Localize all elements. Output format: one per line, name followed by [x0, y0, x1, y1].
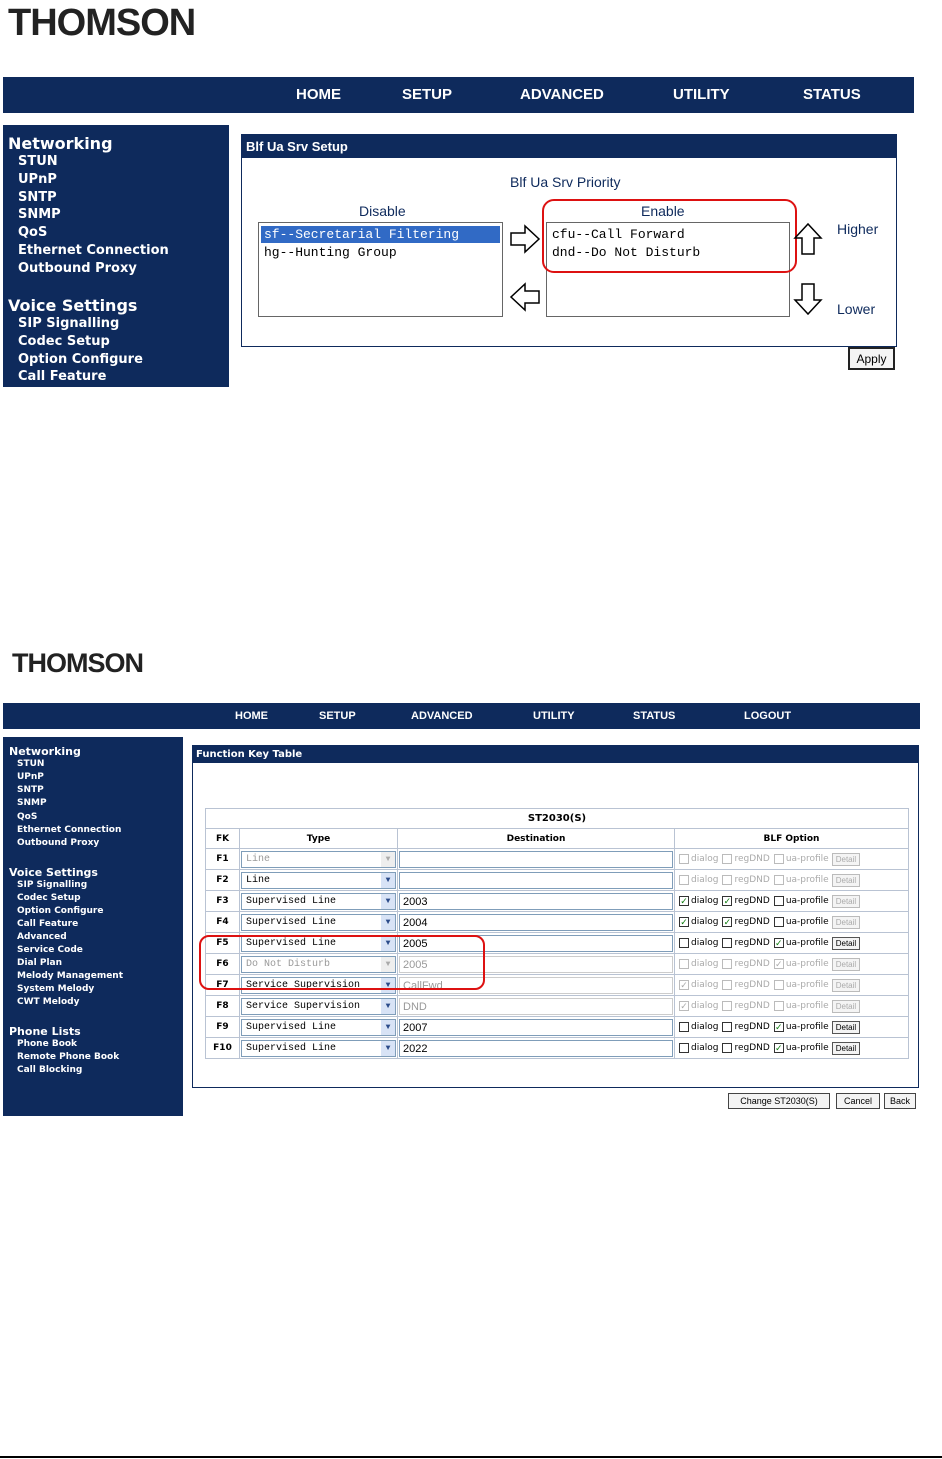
type-select[interactable] [241, 893, 396, 910]
sidebar-item-ethernet[interactable]: Ethernet Connection [18, 243, 169, 258]
disable-listbox[interactable] [258, 222, 503, 317]
regdnd-checkbox[interactable] [722, 1043, 732, 1053]
chevron-down-icon[interactable]: ▼ [381, 894, 395, 909]
detail-button[interactable]: Detail [832, 1021, 860, 1034]
destination-input[interactable]: 2004 [399, 914, 673, 931]
type-value: Service Supervision [246, 1000, 361, 1012]
dialog-label: dialog [691, 980, 719, 990]
move-left-arrow-icon[interactable] [509, 282, 541, 312]
disable-option[interactable]: hg--Hunting Group [264, 245, 397, 260]
sidebar-item-sntp[interactable]: SNTP [17, 785, 44, 795]
sidebar-item-cwt-melody[interactable]: CWT Melody [17, 997, 80, 1007]
sidebar-item-dial-plan[interactable]: Dial Plan [17, 958, 63, 968]
fk-label: F1 [206, 849, 240, 870]
regdnd-label: regDND [734, 917, 770, 927]
detail-button[interactable]: Detail [832, 979, 860, 992]
ua-profile-label: ua-profile [785, 896, 829, 906]
regdnd-checkbox[interactable] [722, 875, 732, 885]
table-title: ST2030(S) [206, 809, 909, 829]
sidebar-item-system-melody[interactable]: System Melody [17, 984, 95, 994]
lower-label: Lower [837, 301, 876, 317]
regdnd-label: regDND [734, 875, 770, 885]
thomson-logo: THOMSON [12, 648, 143, 678]
regdnd-label: regDND [734, 1022, 770, 1032]
ua-profile-checkbox[interactable] [774, 875, 784, 885]
type-value: Supervised Line [246, 916, 337, 928]
sidebar-item-outbound-proxy[interactable]: Outbound Proxy [18, 261, 137, 276]
nav-advanced[interactable]: ADVANCED [411, 710, 473, 722]
sidebar-item-service-code[interactable]: Service Code [17, 945, 83, 955]
ua-profile-label: ua-profile [785, 1043, 829, 1053]
priority-title: Blf Ua Srv Priority [510, 174, 621, 190]
move-up-arrow-icon[interactable] [793, 222, 823, 256]
sidebar-item-snmp[interactable]: SNMP [17, 798, 47, 808]
type-value: Supervised Line [246, 895, 337, 907]
destination-input[interactable]: 2003 [399, 893, 673, 910]
regdnd-checkbox[interactable] [722, 980, 732, 990]
dialog-label: dialog [691, 1022, 719, 1032]
col-blf-option: BLF Option [675, 829, 909, 849]
type-value: Do Not Disturb [246, 958, 331, 970]
ua-profile-checkbox[interactable]: ✓ [775, 939, 783, 949]
nav-setup[interactable]: SETUP [319, 710, 356, 722]
back-button[interactable]: Back [884, 1093, 916, 1109]
ua-profile-checkbox[interactable] [774, 854, 784, 864]
sidebar-item-option[interactable]: Option Configure [17, 906, 104, 916]
dialog-checkbox[interactable]: ✓ [680, 1002, 688, 1012]
sidebar-item-ethernet[interactable]: Ethernet Connection [17, 825, 122, 835]
dialog-label: dialog [691, 959, 719, 969]
enable-option[interactable]: dnd--Do Not Disturb [552, 245, 701, 260]
sidebar-item-sip[interactable]: SIP Signalling [18, 316, 120, 331]
fk-label: F10 [206, 1038, 240, 1059]
chevron-down-icon[interactable]: ▼ [381, 957, 395, 972]
fk-label: F7 [206, 975, 240, 996]
ua-profile-checkbox[interactable]: ✓ [775, 960, 783, 970]
col-destination: Destination [398, 829, 675, 849]
nav-utility[interactable]: UTILITY [533, 710, 575, 722]
nav-logout[interactable]: LOGOUT [744, 710, 792, 722]
sidebar-item-remote-phone-book[interactable]: Remote Phone Book [17, 1052, 120, 1062]
sidebar-heading-voice: Voice Settings [9, 866, 98, 879]
nav-home[interactable]: HOME [235, 710, 268, 722]
sidebar-item-outbound-proxy[interactable]: Outbound Proxy [17, 838, 100, 848]
dialog-checkbox[interactable]: ✓ [680, 981, 688, 991]
dialog-label: dialog [691, 1043, 719, 1053]
thomson-logo: THOMSON [8, 2, 196, 44]
destination-input[interactable]: 2007 [399, 1019, 673, 1036]
sidebar-item-melody-management[interactable]: Melody Management [17, 971, 124, 981]
ua-profile-checkbox[interactable] [774, 1001, 784, 1011]
regdnd-checkbox[interactable] [722, 959, 732, 969]
chevron-down-icon[interactable]: ▼ [381, 1041, 395, 1056]
dialog-label: dialog [691, 896, 719, 906]
destination-input[interactable]: 2005 [399, 935, 673, 952]
detail-button[interactable]: Detail [832, 958, 860, 971]
destination-input[interactable]: 2005 [399, 956, 673, 973]
table-row [206, 1038, 909, 1059]
fk-label: F6 [206, 954, 240, 975]
dialog-label: dialog [691, 875, 719, 885]
sidebar-item-call-blocking[interactable]: Call Blocking [17, 1065, 83, 1075]
sidebar-heading-networking: Networking [9, 745, 81, 758]
detail-button[interactable]: Detail [832, 895, 860, 908]
regdnd-label: regDND [734, 896, 770, 906]
fk-label: F5 [206, 933, 240, 954]
ua-profile-checkbox[interactable] [774, 980, 784, 990]
disable-option[interactable]: sf--Secretarial Filtering [261, 226, 500, 243]
sidebar-item-qos[interactable]: QoS [18, 225, 48, 240]
nav-utility[interactable]: UTILITY [673, 86, 730, 103]
type-value: Supervised Line [246, 1042, 337, 1054]
sidebar-item-stun[interactable]: STUN [17, 759, 45, 769]
type-select[interactable] [241, 1040, 396, 1057]
apply-button[interactable]: Apply [848, 347, 895, 370]
cancel-button[interactable]: Cancel [836, 1093, 880, 1109]
destination-input[interactable]: DND [399, 998, 673, 1015]
regdnd-checkbox[interactable]: ✓ [723, 918, 732, 928]
enable-option[interactable]: cfu--Call Forward [552, 227, 685, 242]
dialog-checkbox[interactable]: ✓ [680, 897, 688, 907]
ua-profile-label: ua-profile [785, 1022, 829, 1032]
ua-profile-label: ua-profile [785, 938, 829, 948]
ua-profile-checkbox[interactable]: ✓ [775, 1023, 783, 1033]
ua-profile-label: ua-profile [785, 917, 829, 927]
sidebar-item-sntp[interactable]: SNTP [18, 190, 57, 205]
footer-rule [0, 1456, 942, 1458]
nav-home[interactable]: HOME [296, 86, 341, 103]
ua-profile-label: ua-profile [785, 854, 829, 864]
dialog-checkbox[interactable] [679, 938, 689, 948]
move-right-arrow-icon[interactable] [509, 224, 541, 254]
destination-input[interactable] [399, 872, 673, 889]
sidebar-heading-phone-lists: Phone Lists [9, 1025, 81, 1038]
regdnd-checkbox[interactable] [722, 854, 732, 864]
dialog-checkbox[interactable] [679, 854, 689, 864]
table-row [206, 912, 909, 933]
regdnd-checkbox[interactable]: ✓ [723, 897, 732, 907]
dialog-checkbox[interactable] [679, 1043, 689, 1053]
type-select[interactable] [241, 998, 396, 1015]
nav-status[interactable]: STATUS [803, 86, 861, 103]
dialog-checkbox[interactable]: ✓ [680, 918, 688, 928]
fk-label: F3 [206, 891, 240, 912]
higher-label: Higher [837, 221, 879, 237]
type-select[interactable] [241, 1019, 396, 1036]
fk-label: F4 [206, 912, 240, 933]
disable-label: Disable [359, 203, 406, 219]
table-row [206, 891, 909, 912]
table-row [206, 870, 909, 891]
regdnd-label: regDND [734, 1043, 770, 1053]
panel-title: Blf Ua Srv Setup [242, 135, 896, 158]
sidebar-item-option[interactable]: Option Configure [18, 352, 143, 367]
highlight-enable [542, 199, 797, 273]
regdnd-checkbox[interactable] [722, 1022, 732, 1032]
ua-profile-checkbox[interactable]: ✓ [775, 1044, 783, 1054]
panel-title: Function Key Table [193, 746, 918, 763]
sidebar-item-stun[interactable]: STUN [18, 154, 58, 169]
col-fk: FK [206, 829, 240, 849]
regdnd-label: regDND [734, 980, 770, 990]
fk-label: F2 [206, 870, 240, 891]
chevron-down-icon[interactable]: ▼ [381, 873, 395, 888]
type-select[interactable] [241, 851, 396, 868]
dialog-label: dialog [691, 854, 719, 864]
sidebar [3, 125, 229, 387]
sidebar [3, 737, 183, 1116]
detail-button[interactable]: Detail [832, 1000, 860, 1013]
ua-profile-label: ua-profile [785, 980, 829, 990]
ua-profile-label: ua-profile [785, 1001, 829, 1011]
regdnd-label: regDND [734, 854, 770, 864]
dialog-checkbox[interactable] [679, 959, 689, 969]
table-row [206, 849, 909, 870]
highlight-f5-f6 [199, 935, 485, 990]
nav-status[interactable]: STATUS [633, 710, 676, 722]
type-value: Service Supervision [246, 979, 361, 991]
regdnd-label: regDND [734, 959, 770, 969]
chevron-down-icon[interactable]: ▼ [381, 936, 395, 951]
type-select[interactable] [241, 914, 396, 931]
sidebar-item-qos[interactable]: QoS [17, 812, 38, 822]
sidebar-item-phone-book[interactable]: Phone Book [17, 1039, 78, 1049]
function-key-table [205, 808, 909, 1059]
type-value: Supervised Line [246, 1021, 337, 1033]
table-row [206, 1017, 909, 1038]
detail-button[interactable]: Detail [832, 1042, 860, 1055]
top-nav-bar [3, 703, 920, 729]
sidebar-item-codec[interactable]: Codec Setup [17, 893, 81, 903]
dialog-checkbox[interactable] [679, 875, 689, 885]
enable-label: Enable [641, 203, 685, 219]
nav-setup[interactable]: SETUP [402, 86, 453, 103]
detail-button[interactable]: Detail [832, 874, 860, 887]
dialog-checkbox[interactable] [679, 1022, 689, 1032]
ua-profile-checkbox[interactable] [774, 917, 784, 927]
sidebar-item-codec[interactable]: Codec Setup [18, 334, 110, 349]
move-down-arrow-icon[interactable] [793, 282, 823, 316]
sidebar-item-snmp[interactable]: SNMP [18, 207, 61, 222]
type-value: Line [246, 853, 271, 865]
regdnd-label: regDND [734, 938, 770, 948]
sidebar-heading-networking: Networking [8, 134, 113, 153]
type-select[interactable] [241, 872, 396, 889]
sidebar-item-advanced[interactable]: Advanced [17, 932, 67, 942]
chevron-down-icon[interactable]: ▼ [381, 915, 395, 930]
dialog-label: dialog [691, 917, 719, 927]
regdnd-checkbox[interactable] [722, 1001, 732, 1011]
type-value: Supervised Line [246, 937, 337, 949]
nav-advanced[interactable]: ADVANCED [520, 86, 604, 103]
sidebar-item-sip[interactable]: SIP Signalling [17, 880, 88, 890]
detail-button[interactable]: Detail [832, 937, 860, 950]
sidebar-heading-voice: Voice Settings [8, 296, 138, 315]
sidebar-item-call-feature[interactable]: Call Feature [17, 919, 79, 929]
detail-button[interactable]: Detail [832, 853, 860, 866]
destination-input[interactable] [399, 851, 673, 868]
table-row [206, 996, 909, 1017]
fk-label: F9 [206, 1017, 240, 1038]
dialog-label: dialog [691, 938, 719, 948]
chevron-down-icon[interactable]: ▼ [381, 999, 395, 1014]
sidebar-item-upnp[interactable]: UPnP [17, 772, 44, 782]
fk-label: F8 [206, 996, 240, 1017]
dialog-label: dialog [691, 1001, 719, 1011]
ua-profile-label: ua-profile [785, 959, 829, 969]
detail-button[interactable]: Detail [832, 916, 860, 929]
regdnd-checkbox[interactable] [722, 938, 732, 948]
destination-input[interactable]: 2022 [399, 1040, 673, 1057]
ua-profile-label: ua-profile [785, 875, 829, 885]
chevron-down-icon[interactable]: ▼ [381, 852, 395, 867]
type-value: Line [246, 874, 271, 886]
top-nav-bar [3, 77, 914, 113]
sidebar-item-call-feature[interactable]: Call Feature [18, 369, 107, 384]
regdnd-label: regDND [734, 1001, 770, 1011]
ua-profile-checkbox[interactable] [774, 896, 784, 906]
change-model-button[interactable]: Change ST2030(S) [728, 1093, 830, 1109]
chevron-down-icon[interactable]: ▼ [381, 1020, 395, 1035]
destination-input[interactable]: CallFwd [399, 977, 673, 994]
chevron-down-icon[interactable]: ▼ [381, 978, 395, 993]
col-type: Type [240, 829, 398, 849]
sidebar-item-upnp[interactable]: UPnP [18, 172, 57, 187]
